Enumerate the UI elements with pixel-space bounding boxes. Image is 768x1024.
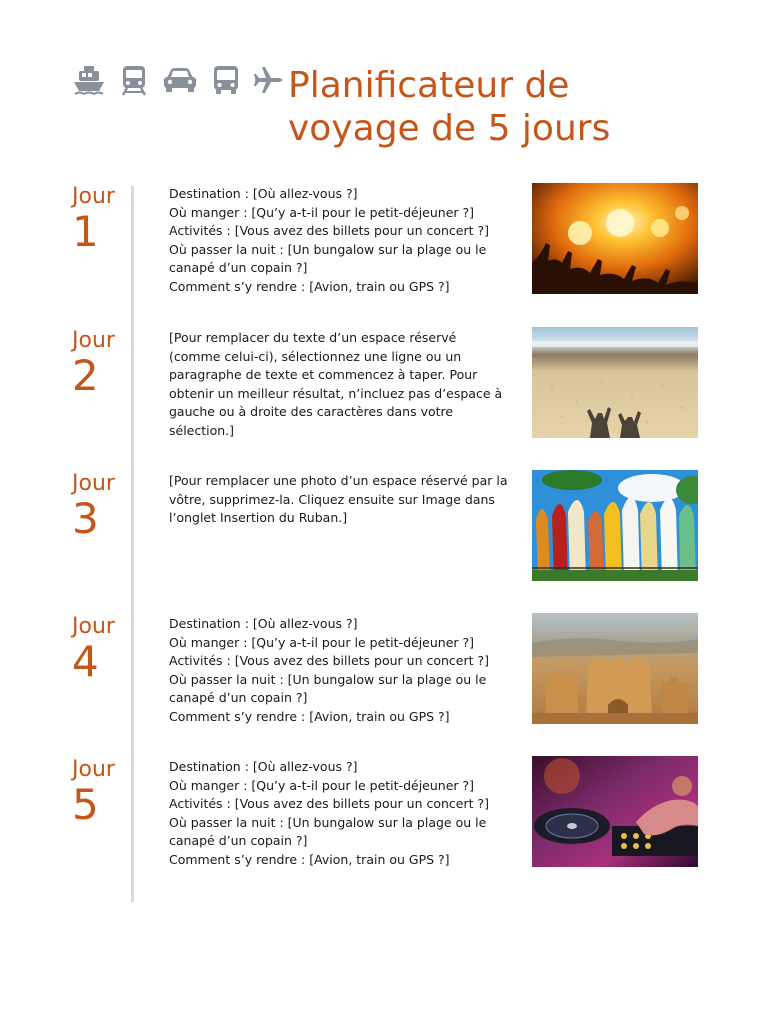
beach-photo bbox=[532, 327, 698, 438]
day-number: 4 bbox=[72, 637, 99, 686]
day-4-section bbox=[0, 615, 768, 745]
day-label: Jour bbox=[72, 184, 115, 209]
train-icon bbox=[119, 64, 149, 96]
title-line-1: Planificateur de bbox=[288, 65, 570, 106]
destination-line: Destination : [Où allez-vous ?] bbox=[169, 616, 358, 631]
transport-icons bbox=[72, 63, 282, 97]
day-label: Jour bbox=[72, 471, 115, 496]
day-2-section bbox=[0, 329, 768, 459]
day-details bbox=[169, 185, 509, 297]
car-icon bbox=[162, 64, 198, 96]
activities-line: Activités : [Vous avez des billets pour un concert ?] bbox=[169, 223, 490, 239]
day-label: Jour bbox=[72, 328, 115, 353]
airplane-icon bbox=[254, 64, 282, 96]
title-line-2: voyage de 5 jours bbox=[288, 108, 611, 149]
eating-line: Où manger : [Qu’y a-t-il pour le petit-déjeuner ?] bbox=[169, 777, 475, 793]
ship-icon bbox=[72, 64, 106, 96]
destination-line: Destination : [Où allez-vous ?] bbox=[169, 186, 358, 201]
activities-line: Activités : [Vous avez des billets pour un concert ?] bbox=[169, 796, 490, 812]
lodging-line: Où passer la nuit : [Un bungalow sur la plage ou le canapé d’un copain ?] bbox=[169, 814, 487, 849]
day-5-section bbox=[0, 758, 768, 888]
day-number: 1 bbox=[72, 207, 99, 256]
day-number: 3 bbox=[72, 494, 99, 543]
day-1-section bbox=[0, 185, 768, 315]
day-number: 5 bbox=[72, 780, 99, 829]
eating-line: Où manger : [Qu’y a-t-il pour le petit-déjeuner ?] bbox=[169, 634, 475, 650]
lodging-line: Où passer la nuit : [Un bungalow sur la plage ou le canapé d’un copain ?] bbox=[169, 241, 487, 276]
concert-photo bbox=[532, 183, 698, 294]
destination-line: Destination : [Où allez-vous ?] bbox=[169, 759, 358, 774]
transport-line: Comment s’y rendre : [Avion, train ou GPS ?] bbox=[169, 278, 450, 294]
day-number: 2 bbox=[72, 351, 99, 400]
sandcastle-photo bbox=[532, 613, 698, 724]
day-3-section bbox=[0, 472, 768, 602]
eating-line: Où manger : [Qu’y a-t-il pour le petit-déjeuner ?] bbox=[169, 204, 475, 220]
day-details bbox=[169, 615, 509, 727]
transport-line: Comment s’y rendre : [Avion, train ou GPS ?] bbox=[169, 708, 450, 724]
dj-turntable-photo bbox=[532, 756, 698, 867]
day-details: [Pour remplacer du texte d’un espace réservé (comme celui-ci), sélectionnez une ligne ou un paragraphe de texte et commencez à taper. Pour obtenir un meilleur résultat, n’incluez pas d’espace à gauche ou à droite des caractères dans votre sélection.] bbox=[169, 330, 503, 438]
day-details bbox=[169, 758, 509, 870]
activities-line: Activités : [Vous avez des billets pour un concert ?] bbox=[169, 653, 490, 669]
transport-line: Comment s’y rendre : [Avion, train ou GPS ?] bbox=[169, 851, 450, 867]
day-label: Jour bbox=[72, 757, 115, 782]
surfboards-photo bbox=[532, 470, 698, 581]
lodging-line: Où passer la nuit : [Un bungalow sur la plage ou le canapé d’un copain ?] bbox=[169, 671, 487, 706]
day-label: Jour bbox=[72, 614, 115, 639]
bus-icon bbox=[211, 64, 241, 96]
page-title bbox=[288, 64, 728, 150]
day-details: [Pour remplacer une photo d’un espace réservé par la vôtre, supprimez-la. Cliquez ensuite sur Image dans l’onglet Insertion du Ruban.] bbox=[169, 473, 508, 526]
